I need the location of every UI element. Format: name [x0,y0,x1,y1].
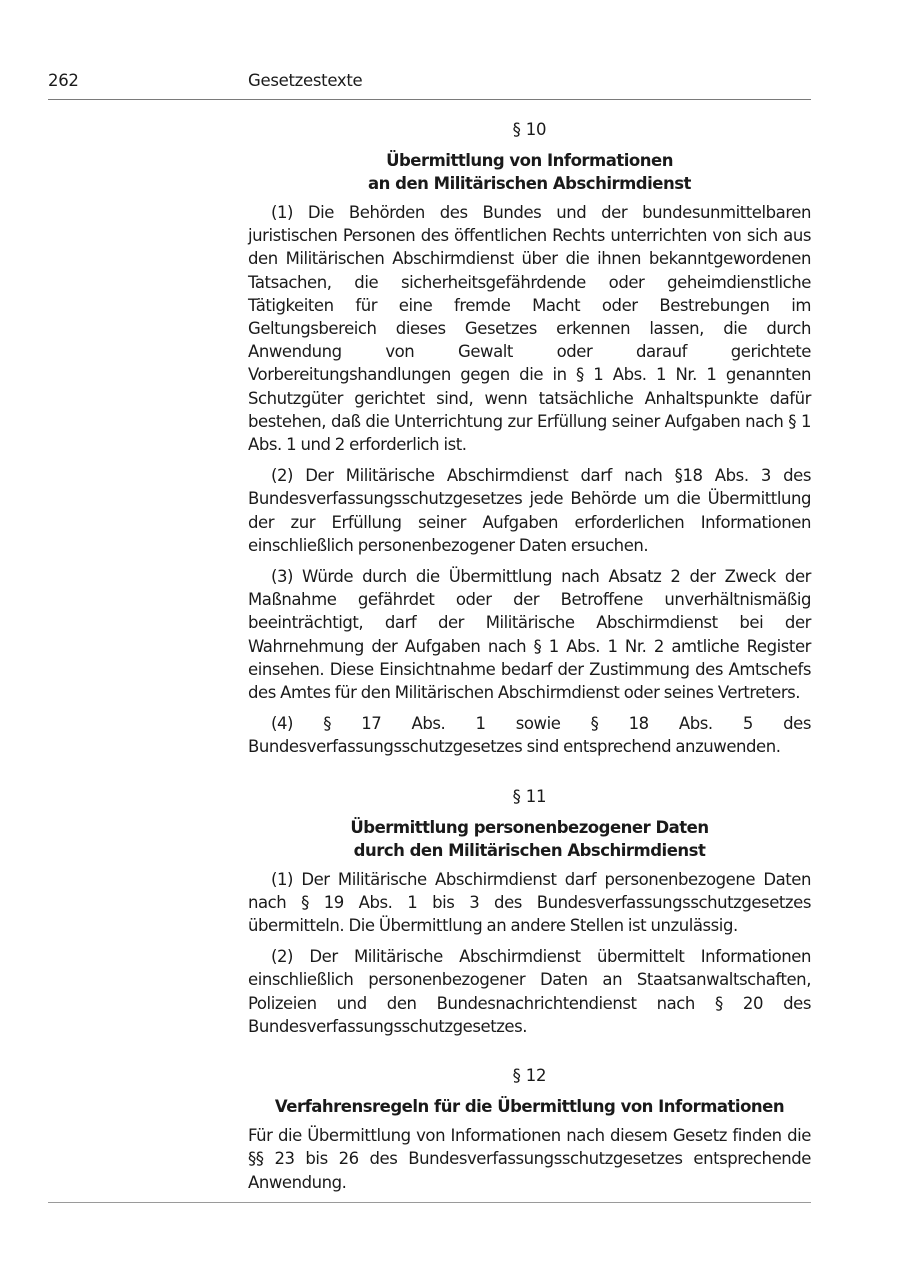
paragraph-3: (3) Würde durch die Übermittlung nach Absatz 2 der Zweck der Maßnahme gefährdet oder der Betroffene unverhältnismäßig beeinträchtigt, darf der Militärische Abschirmdienst bei der Wahrnehmung der Aufgaben nach § 1 Abs. 1 Nr. 2 amtliche Register einsehen. Diese Einsichtnahme bedarf der Zustimmung des Amtschefs des Amtes für den Militärischen Abschirmdienst oder seines Vertreters. [248,567,811,703]
section-number: § 10 [512,120,547,139]
paragraph-1: (1) Der Militärische Abschirmdienst darf personenbezogene Daten nach § 19 Abs. 1 bis 3 des Bundesverfassungsschutzgesetzes übermitteln. Die Übermittlung an andere Stellen ist unzulässig. [248,869,811,936]
section-title-line: durch den Militärischen Abschirmdienst [353,840,706,860]
section-title [248,816,811,862]
section-title-line: Übermittlung personenbezogener Daten [350,817,709,837]
section-11 [248,785,811,1038]
section-10 [248,118,811,759]
page-content [248,118,811,1202]
section-12 [248,1064,811,1194]
section-title-line: an den Militärischen Abschirmdienst [368,174,691,193]
paragraph-2: (2) Der Militärische Abschirmdienst darf nach §18 Abs. 3 des Bundesverfassungsschutzgesetzes jede Behörde um die Übermittlung der zur Erfüllung seiner Aufgaben erforderlichen Informationen einschließlich personenbezogener Daten ersuchen. [248,466,811,555]
page-header [48,70,811,100]
paragraph-1: (1) Die Behörden des Bundes und der bundesunmittelbaren juristischen Personen des öffentlichen Rechts unterrichten von sich aus den Militärischen Abschirmdienst über die ihnen bekanntgewordenen Tatsachen, die sicherheitsgefährdende oder geheimdienstliche Tätigkeiten für eine fremde Macht oder Bestrebungen im Geltungsbereich dieses Gesetzes erkennen lassen, die durch Anwendung von Gewalt oder darauf gerichtete Vorbereitungshandlungen gegen die in § 1 Abs. 1 Nr. 1 genannten Schutzgüter gerichtet sind, wenn tatsächliche Anhaltspunkte dafür bestehen, daß die Unterrichtung zur Erfüllung seiner Aufgaben nach § 1 Abs. 1 und 2 erforderlich ist. [248,203,811,455]
paragraph-4: (4) § 17 Abs. 1 sowie § 18 Abs. 5 des Bundesverfassungsschutzgesetzes sind entsprechend anzuwenden. [248,714,811,757]
section-number: § 11 [512,786,547,806]
paragraph-2: (2) Der Militärische Abschirmdienst übermittelt Informationen einschließlich personenbezogener Daten an Staatsanwaltschaften, Polizeien und den Bundesnachrichtendienst nach § 20 des Bundesverfassungsschutzgesetzes. [248,947,811,1036]
section-title-line: Übermittlung von Informationen [386,151,673,170]
paragraph-1: Für die Übermittlung von Informationen nach diesem Gesetz finden die §§ 23 bis 26 des Bundesverfassungsschutzgesetzes entsprechende Anwendung. [248,1126,811,1192]
section-title [248,149,811,195]
page-number: 262 [48,71,79,90]
section-number: § 12 [512,1066,547,1086]
section-title-line: Verfahrensregeln für die Übermittlung von Informationen [274,1097,785,1117]
footer-rule [48,1202,811,1203]
section-title [248,1095,811,1118]
running-head: Gesetzestexte [248,71,363,90]
